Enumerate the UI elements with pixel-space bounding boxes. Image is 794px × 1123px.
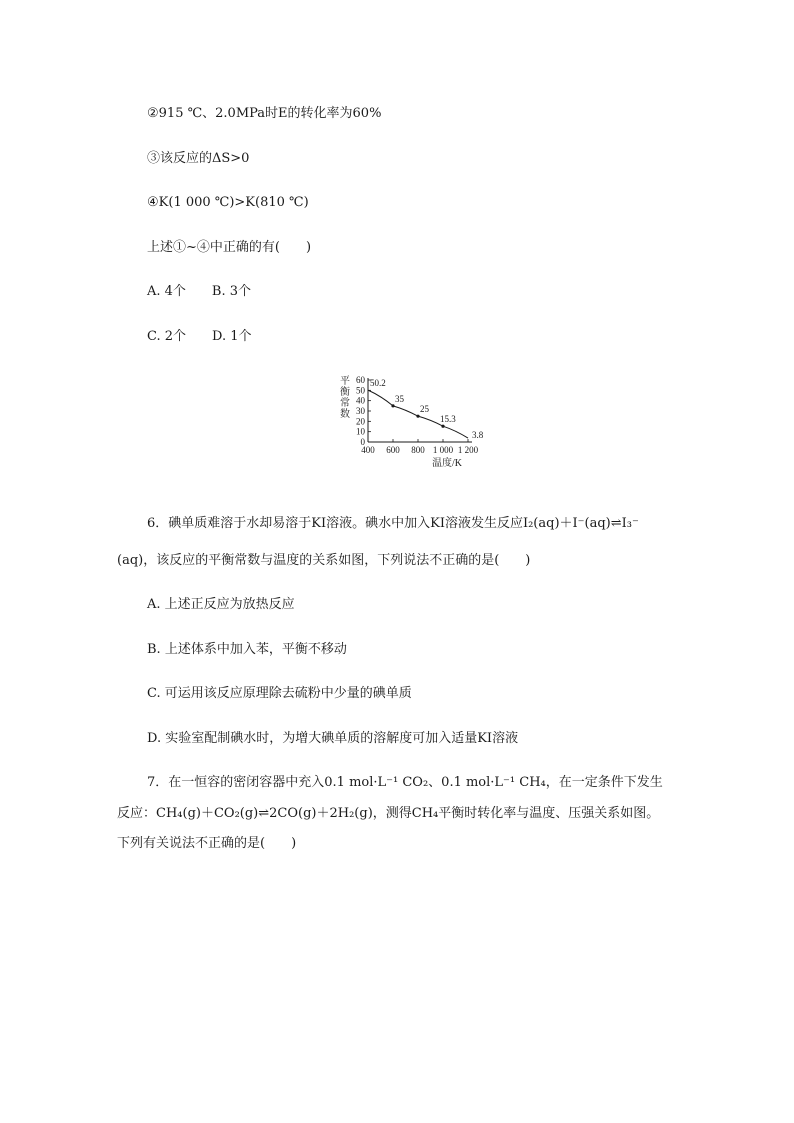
question-5-stem: 上述①~④中正确的有( ) [147,240,312,255]
question-6-stem-1: 6．碘单质难溶于水却易溶于KI溶液。碘水中加入KI溶液发生反应I₂(aq)＋I⁻(aq)⇌I₃⁻ [147,516,639,531]
x-tick-label: 1 000 [432,445,454,455]
question-7-stem-1: 7．在一恒容的密闭容器中充入0.1 mol·L⁻¹ CO₂、0.1 mol·L⁻¹ CH₄，在一定条件下发生 [147,775,663,790]
y-tick-label: 40 [356,395,365,406]
question-7-stem-3: 下列有关说法不正确的是( ) [117,836,297,851]
question-6-option-d: D. 实验室配制碘水时，为增大碘单质的溶解度可加入适量KI溶液 [147,731,519,746]
question-5-options-ab: A. 4个 B. 3个 [147,284,252,299]
question-6-option-a: A. 上述正反应为放热反应 [147,597,295,612]
y-tick-label: 50 [356,385,365,396]
y-axis-title-char: 平 [340,376,350,387]
y-tick-label: 20 [356,416,365,427]
question-5-options-cd: C. 2个 D. 1个 [147,329,252,344]
question-6-option-b: B. 上述体系中加入苯，平衡不移动 [147,642,347,657]
data-point [416,415,419,418]
y-tick-label: 10 [356,426,365,437]
data-label: 15.3 [440,414,456,425]
y-axis-title [340,375,350,420]
statement-4: ④K(1 000 ℃)>K(810 ℃) [147,195,309,210]
x-axis-title: 温度/K [432,458,462,469]
y-tick-label: 30 [356,406,365,416]
data-label: 50.2 [370,378,386,389]
x-tick-label: 1 200 [457,445,479,455]
y-axis-title-char: 衡 [340,387,350,398]
y-axis-title-char: 常 [340,398,350,409]
y-axis-title-char: 数 [340,409,350,420]
question-6-option-c: C. 可运用该反应原理除去硫粉中少量的碘单质 [147,686,412,701]
data-label: 35 [395,393,404,404]
question-7-stem-2: 反应：CH₄(g)＋CO₂(g)⇌2CO(g)＋2H₂(g)，测得CH₄平衡时转化率与温度、压强关系如图。 [117,806,660,821]
y-tick-label: 60 [356,375,365,385]
data-labels [370,378,484,440]
equilibrium-constant-chart [334,370,494,472]
data-point [391,404,394,407]
x-ticks [361,439,478,455]
statement-2: ②915 ℃、2.0MPa时E的转化率为60% [147,106,382,121]
statement-3: ③该反应的ΔS>0 [147,151,250,166]
data-point [441,425,444,428]
question-6-stem-2: (aq)，该反应的平衡常数与温度的关系如图，下列说法不正确的是( ) [117,553,531,568]
data-label: 25 [420,404,429,415]
x-tick-label: 400 [361,445,375,455]
data-label: 3.8 [472,430,484,441]
chart-svg [334,370,494,472]
x-tick-label: 800 [411,445,425,455]
y-tick-label: 0 [360,437,365,447]
x-tick-label: 600 [386,445,400,455]
y-ticks [356,375,371,447]
